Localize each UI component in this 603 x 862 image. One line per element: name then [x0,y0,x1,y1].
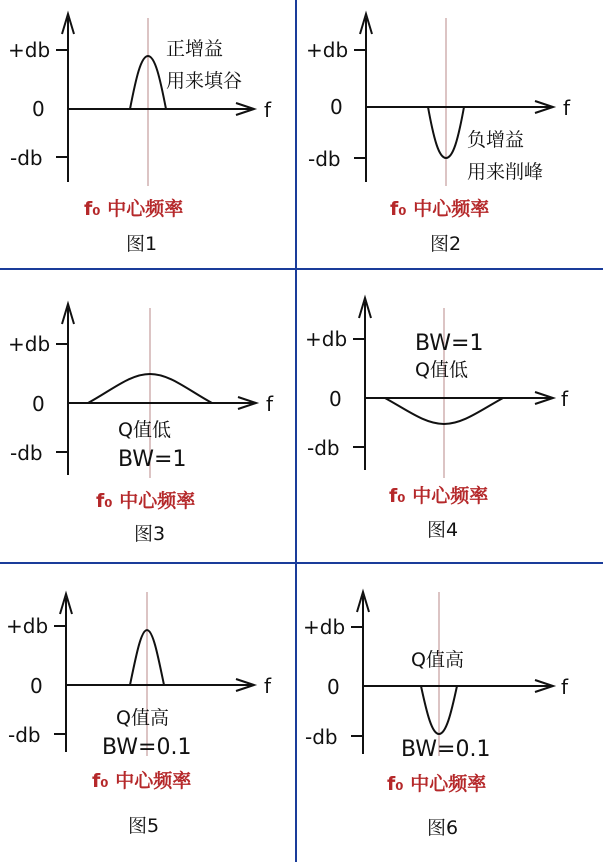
center-frequency-label: f₀ 中心频率 [84,198,184,220]
panel-2 [297,0,603,268]
note-line-2: 用来填谷 [166,70,243,92]
label-plus-db: +db [305,327,348,351]
label-plus-db: +db [8,332,51,356]
label-plus-db: +db [6,614,49,638]
label-minus-db: -db [10,441,43,465]
label-plus-db: +db [8,38,51,62]
panel-4-graph [297,270,603,562]
note-line-2: 用来削峰 [467,161,544,183]
panel-6-graph [297,564,603,862]
panel-5 [0,564,295,862]
label-minus-db: -db [10,146,43,170]
label-minus-db: -db [8,723,41,747]
note-q-label: Q值高 [116,707,169,729]
label-minus-db: -db [308,147,341,171]
note-line-1: 负增益 [467,129,525,151]
label-minus-db: -db [307,436,340,460]
panel-3 [0,270,295,562]
panel-5-graph [0,564,295,862]
panel-4 [297,270,603,562]
note-q-label: Q值高 [411,649,464,671]
note-q-label: Q值低 [415,359,468,381]
figure-caption: 图6 [427,817,459,839]
center-frequency-label: f₀ 中心频率 [390,198,490,220]
label-f: f [563,96,571,120]
label-zero: 0 [32,392,45,416]
note-bw-label: BW=1 [118,447,187,472]
label-f: f [561,675,569,699]
label-zero: 0 [329,387,342,411]
label-plus-db: +db [303,615,346,639]
note-bw-label: BW=1 [415,331,484,356]
label-zero: 0 [327,675,340,699]
note-bw-label: BW=0.1 [401,737,491,762]
label-f: f [264,98,272,122]
center-frequency-label: f₀ 中心频率 [389,485,489,507]
note-bw-label: BW=0.1 [102,735,192,760]
figure-caption: 图3 [134,523,166,545]
note-line-1: 正增益 [166,38,224,60]
figure-caption: 图4 [427,519,459,541]
label-minus-db: -db [305,725,338,749]
label-f: f [266,392,274,416]
center-frequency-label: f₀ 中心频率 [96,490,196,512]
note-q-label: Q值低 [118,419,171,441]
figure-caption: 图1 [126,233,158,255]
label-f: f [561,387,569,411]
panel-2-graph [297,0,603,268]
figure-caption: 图2 [430,233,462,255]
figure-caption: 图5 [128,815,160,837]
label-zero: 0 [30,674,43,698]
panel-6 [297,564,603,862]
label-zero: 0 [330,95,343,119]
panel-1-graph [0,0,295,268]
center-frequency-label: f₀ 中心频率 [387,773,487,795]
label-plus-db: +db [306,38,349,62]
label-f: f [264,674,272,698]
label-zero: 0 [32,97,45,121]
panel-3-graph [0,270,295,562]
panel-1 [0,0,295,268]
center-frequency-label: f₀ 中心频率 [92,770,192,792]
